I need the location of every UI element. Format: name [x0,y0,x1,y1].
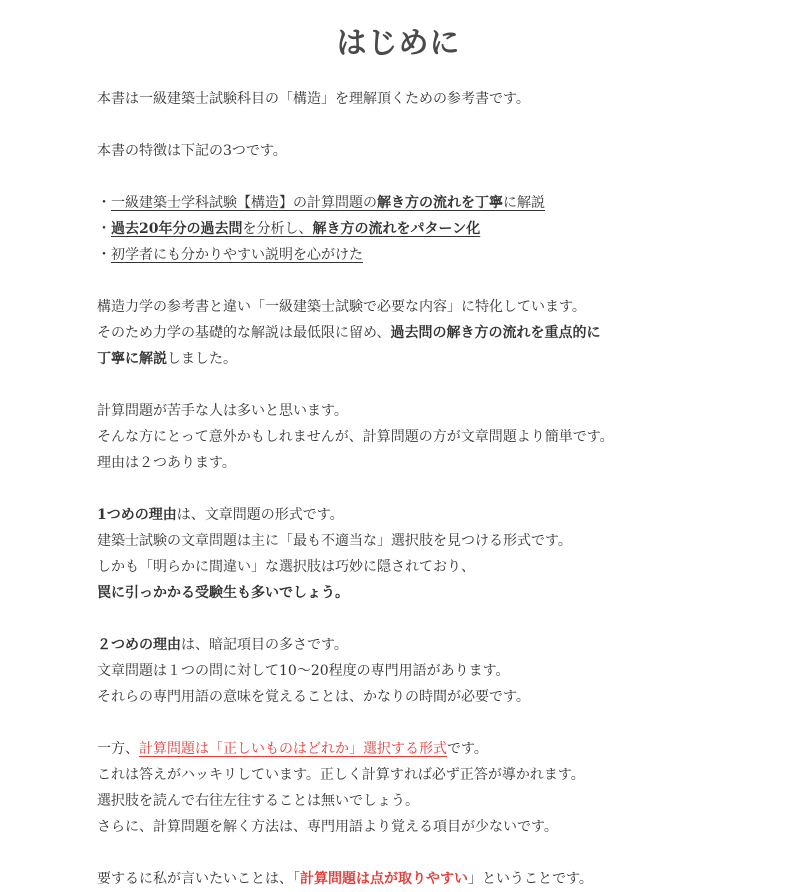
para6-line1-c: 」ということです。 [468,871,593,887]
feature-2-text-b: を分析し、 [242,221,313,237]
para1-line2-a: そのため力学の基礎的な解説は最低限に留め、 [97,325,391,341]
feature-item-3 [97,242,757,268]
page-title: はじめに [336,26,461,61]
features-lead: 本書の特徴は下記の3つです。 [97,143,287,159]
para6-line1 [97,866,757,892]
para3-line2: 建築士試験の文章問題は主に「最も不適当な」選択肢を見つける形式です。 [97,533,572,549]
para3-line1-a: 1つめの理由 [97,507,177,523]
para4-line1-b: は、暗記項目の多さです。 [181,637,348,653]
feature-1-text-c: に解説 [503,195,545,211]
para2-line2: そんな方にとって意外かもしれませんが、計算問題の方が文章問題より簡単です。 [97,429,614,445]
bullet: ・ [97,247,111,263]
para5-line1 [97,736,757,762]
feature-3-text-a: 初学者にも分かりやすい説明を心がけた [111,247,363,263]
bullet: ・ [97,195,111,211]
para5-line3: 選択肢を読んで右往左往することは無いでしょう。 [97,793,419,809]
feature-item-2 [97,216,757,242]
feature-2-text-c: 解き方の流れをパターン化 [312,221,481,237]
para1-line3-a: 丁寧に解説 [97,351,167,367]
para2-line1: 計算問題が苦手な人は多いと思います。 [97,403,348,419]
feature-1-text-b: 解き方の流れを丁寧 [377,195,503,211]
para3-line1 [97,502,757,528]
intro-line: 本書は一級建築士試験科目の「構造」を理解頂くための参考書です。 [97,91,530,107]
para3-line1-b: は、文章問題の形式です。 [176,507,344,523]
para5-line2: これは答えがハッキリしています。正しく計算すれば必ず正答が導かれます。 [97,767,585,783]
para1-line1: 構造力学の参考書と違い「一級建築士試験で必要な内容」に特化しています。 [97,299,586,315]
para5-line1-a: 一方、 [97,741,139,757]
para5-line4: さらに、計算問題を解く方法は、専門用語より覚える項目が少ないです。 [97,819,558,835]
para3-line3: しかも「明らかに間違い」な選択肢は巧妙に隠されており、 [97,559,475,575]
document-body [97,86,757,892]
para5-line1-c: です。 [447,741,488,757]
para3-line4: 罠に引っかかる受験生も多いでしょう。 [97,585,349,601]
feature-1-text-a: 一級建築士学科試験【構造】の計算問題の [111,195,377,211]
para1-line2 [97,320,757,346]
bullet: ・ [97,221,111,237]
para4-line1 [97,632,757,658]
feature-item-1 [97,190,757,216]
para1-line3-b: しました。 [167,351,237,367]
para4-line1-a: ２つめの理由 [97,637,181,653]
para1-line3 [97,346,757,372]
para4-line3: それらの専門用語の意味を覚えることは、かなりの時間が必要です。 [97,689,530,705]
para5-line1-b: 計算問題は「正しいものはどれか」選択する形式 [139,741,447,757]
para4-line2: 文章問題は１つの問に対して10～20程度の専門用語があります。 [97,663,510,679]
para6-line1-a: 要するに私が言いたいことは、「 [97,871,300,887]
para2-line3: 理由は２つあります。 [97,455,236,471]
para1-line2-b: 過去問の解き方の流れを重点的に [390,325,601,341]
feature-2-text-a: 過去20年分の過去問 [111,221,243,237]
para6-line1-b: 計算問題は点が取りやすい [300,871,468,887]
